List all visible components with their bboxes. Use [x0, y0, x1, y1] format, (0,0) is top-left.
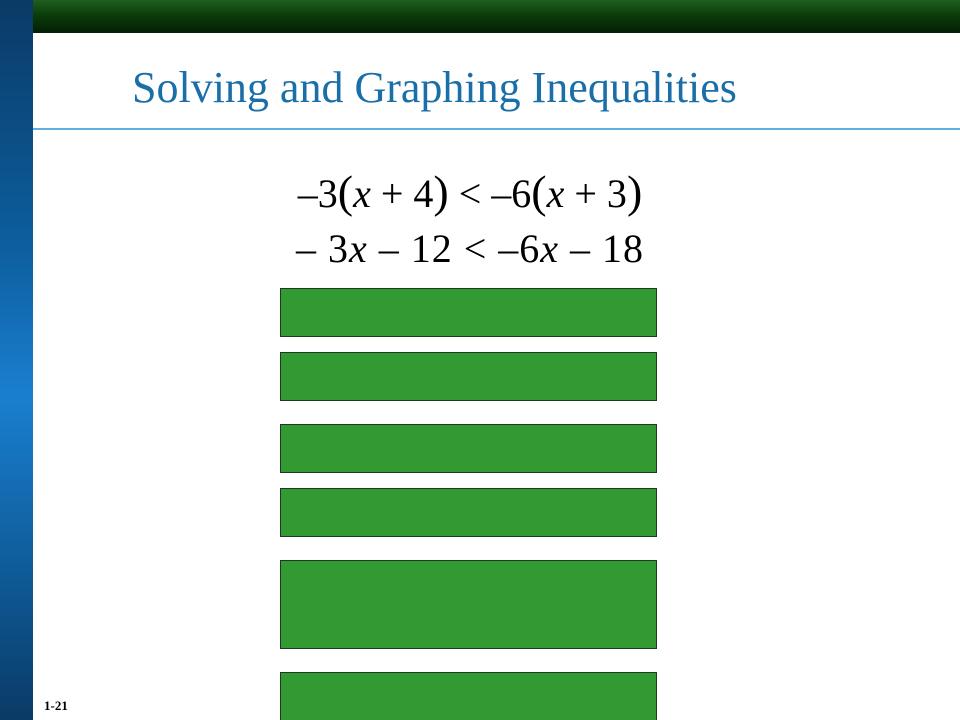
eq1-relation: < –6: [448, 171, 532, 216]
eq1-coef-left: –3: [297, 171, 338, 216]
top-accent-bar: [33, 0, 960, 33]
eq2-part-e: – 18: [559, 226, 645, 271]
reveal-box-step-4[interactable]: [280, 488, 657, 537]
reveal-box-step-6[interactable]: [280, 672, 657, 720]
reveal-box-step-3[interactable]: [280, 424, 657, 473]
eq2-var-left: x: [348, 226, 368, 271]
eq1-const-left: + 4: [370, 171, 434, 216]
equation-line-1: [280, 165, 660, 218]
reveal-box-step-5[interactable]: [280, 560, 657, 649]
eq1-paren-open-left: (: [337, 166, 354, 217]
reveal-box-step-1[interactable]: [280, 288, 657, 337]
slide-title: Solving and Graphing Inequalities: [132, 63, 737, 112]
title-divider: [33, 128, 960, 130]
eq2-part-a: – 3: [295, 226, 349, 271]
eq1-paren-open-right: (: [531, 166, 547, 217]
left-accent-bar: [0, 0, 33, 720]
eq2-part-c: – 12 < –6: [367, 226, 541, 271]
eq1-var-right: x: [546, 171, 565, 216]
eq1-paren-close-right: ): [626, 166, 643, 217]
eq1-const-right: + 3: [564, 171, 627, 216]
eq1-var-left: x: [353, 171, 371, 216]
eq2-var-right: x: [540, 226, 560, 271]
eq1-paren-close-left: ): [433, 166, 449, 217]
reveal-box-step-2[interactable]: [280, 352, 657, 401]
equation-line-2: [280, 225, 660, 272]
slide-number: 1-21: [44, 698, 68, 713]
